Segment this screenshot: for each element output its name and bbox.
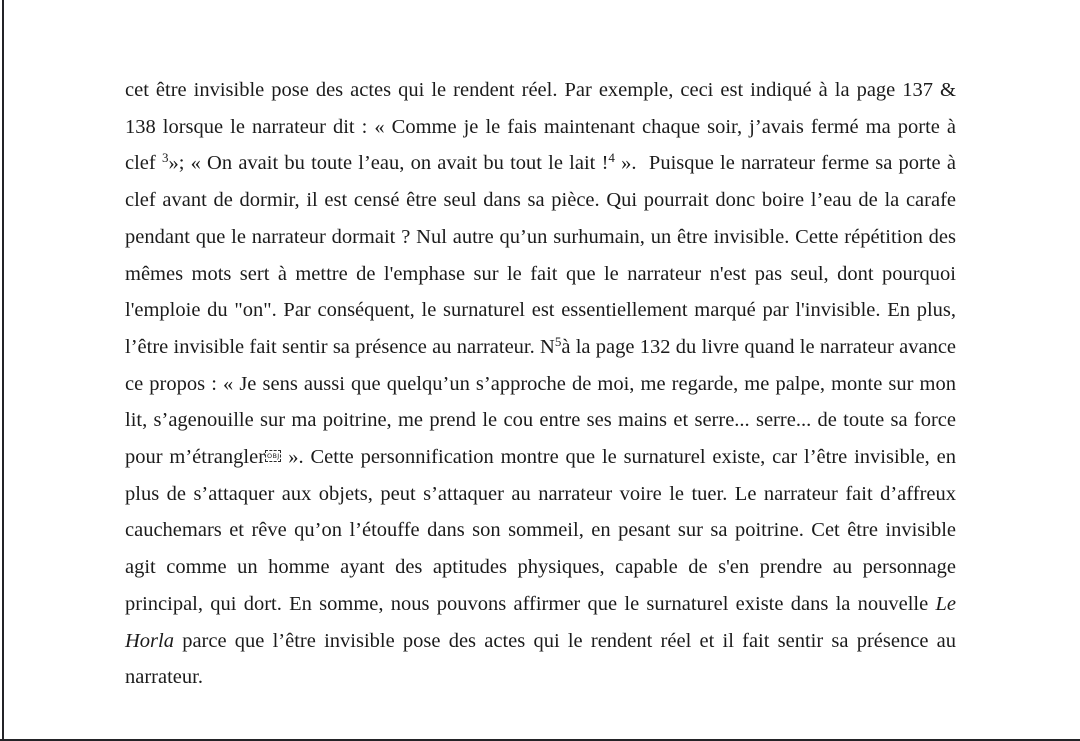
footnote-superscript: 5 <box>554 333 562 349</box>
text-run: à la page 132 du livre quand le narrateur avance ce propos : « Je sens aussi que quelqu’un s’approche de moi, me regarde, me palpe, monte sur mon lit, s’agenouille sur ma poitrine, me prend le cou entre ses mains et serre... serre... de toute sa force pour m’étrangler <box>125 335 957 469</box>
essay-paragraph <box>125 72 956 696</box>
text-run: ». Cette personnification montre que le surnaturel existe, car l’être invisible, en plus de s’attaquer aux objets, peut s’attaquer au narrateur voire le tuer. Le narrateur fait d’affreux cauchemars et rêve qu’on l’étouffe dans son sommeil, en pesant sur sa poitrine. Cet être invisible agit comme un homme ayant des aptitudes physiques, capable de s'en prendre au personnage principal, qui dort. En somme, nous pouvons affirmer que le surnaturel existe dans la nouvelle <box>125 446 956 615</box>
essay-text-block <box>125 72 956 696</box>
book-title-italic: Le Horla <box>125 592 956 652</box>
footnote-superscript: 4 <box>608 150 615 166</box>
page-left-edge <box>2 0 4 741</box>
text-run: cet être invisible pose des actes qui le rendent réel. Par exemple, ceci est indiqué à la page 137 & 138 lorsque le narrateur dit : « Comme je le fais maintenant chaque soir, j’avais fermé ma porte à clef <box>125 79 956 175</box>
text-run: parce que l’être invisible pose des actes qui le rendent réel et il fait sentir sa présence au narrateur. <box>125 629 956 689</box>
text-run: »; « On avait bu toute l’eau, on avait bu tout le lait ! <box>168 152 609 175</box>
object-replacement-marker: OBJ <box>267 452 280 461</box>
text-run: ». Puisque le narrateur ferme sa porte à clef avant de dormir, il est censé être seul dans sa pièce. Qui pourrait donc boire l’eau de la carafe pendant que le narrateur dormait ? Nul autre qu’un surhumain, un être invisible. Cette répétition des mêmes mots sert à mettre de l'emphase sur le fait que le narrateur n'est pas seul, dont pourquoi l'emploie du "on". Par conséquent, le surnaturel est essentiellement marqué par l'invisible. En plus, l’être invisible fait sentir sa présence au narrateur. N <box>125 152 956 358</box>
footnote-superscript: 3 <box>161 150 169 166</box>
